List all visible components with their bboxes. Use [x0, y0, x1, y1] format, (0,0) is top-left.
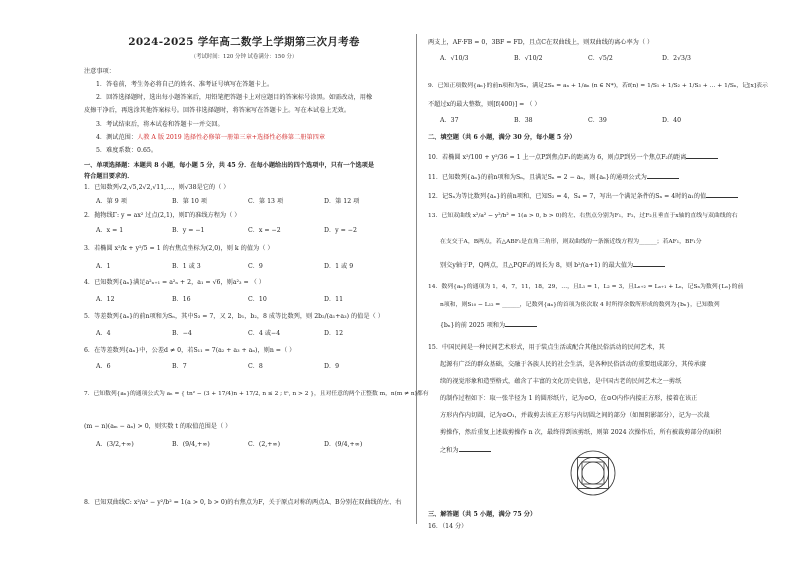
q3-option-b[interactable]: B．1 或 3 [172, 263, 201, 270]
q5-stem: 5．等差数列{aₙ}的前n项和为Sₙ，其中S₃ = 7，又 2，b₁，b₂，8 成等比数列，则 2b₂/(a₁+a₃) 的值是（ ） [84, 313, 384, 320]
q2-stem: 2．抛物线Γ: y = ax² 过点(2,1)，则Γ的准线方程为（ ） [84, 212, 241, 219]
q4-option-d[interactable]: D．11 [324, 296, 344, 303]
q15-line-c: 续的视觉形象和造型格式，蕴含了丰富的文化历史信息，是中国古老的民间艺术之一剪纸 [440, 378, 682, 385]
q6-option-a[interactable]: A．6 [96, 363, 111, 370]
q14-blank[interactable] [505, 320, 537, 327]
q5-options [96, 329, 343, 339]
q9-stem-b: 不超过x的最大整数，则[f(400)] = （ ） [428, 101, 541, 108]
note-3: 3．考试结束后，将本试卷和答题卡一并交回。 [96, 121, 224, 128]
q3-option-d[interactable]: D．1 或 9 [324, 263, 354, 270]
note-2b: 皮擦干净后，再选涂其他答案标号。回答非选择题时，将答案写在答题卡上。写在本试卷上无效。 [84, 107, 351, 114]
q5-option-a[interactable]: A．4 [96, 330, 111, 337]
q7-option-c[interactable]: C．(2,+∞) [248, 441, 280, 448]
q1-option-b[interactable]: B．第 10 项 [172, 198, 207, 205]
q11-text: 11．已知数列{aₙ}的前n项和为Sₙ，且满足Sₙ = 2 − aₙ，则{aₙ}的通项公式为 [428, 174, 647, 181]
q6-option-c[interactable]: C．8 [248, 363, 263, 370]
notes-heading: 注意事项： [84, 68, 115, 75]
q14-stem-c [440, 320, 537, 331]
q4-option-c[interactable]: C．10 [248, 296, 267, 303]
q3-stem: 3．若椭圆 x²/k + y²/5 = 1 的右焦点坐标为(2,0)，则 k 的值为（ ） [84, 245, 274, 252]
q13-stem-a: 13．已知双曲线 x²/a² − y²/b² = 1(a > 0, b > 0)的左、右焦点分别为F₁，F₂，过F₂且垂直于x轴的直线与双曲线的右 [428, 213, 738, 219]
q14-text-c: {bₙ}的前 2025 项和为 [440, 322, 506, 329]
q14-stem-b: n项和，则S₁₀ − L₁₂ = ______，记数列{aₙ}的首项为依次取 4 时所得余数所形成的数列为{bₙ}，已知数列 [440, 302, 720, 308]
q11-stem [428, 172, 679, 183]
innermost-circle [582, 462, 604, 484]
q3-option-c[interactable]: C．9 [248, 263, 263, 270]
q15-line-g [440, 445, 491, 456]
q16-label: 16．（14 分） [428, 523, 468, 530]
q15-figure [568, 448, 618, 498]
q7-options [96, 440, 362, 450]
q3-option-a[interactable]: A．1 [96, 263, 111, 270]
q8-option-d[interactable]: D．2√3/3 [662, 55, 691, 62]
q5-option-b[interactable]: B．−4 [172, 330, 192, 337]
q11-blank[interactable] [647, 172, 679, 179]
q8-options [440, 54, 691, 64]
q2-option-b[interactable]: B．y = −1 [172, 227, 205, 234]
exam-meta: （考试时间：120 分钟 试卷满分：150 分） [190, 54, 298, 60]
q8-option-b[interactable]: B．√10/2 [514, 55, 543, 62]
q15-line-e: 方形内作内切圆，记为⊙O₁，并裁剪去该正方形与内切圆之间的部分（如图阴影部分），记为一次裁 [440, 412, 710, 419]
q7-option-a[interactable]: A．(3/2,+∞) [96, 441, 134, 448]
q3-options [96, 262, 353, 272]
q1-option-d[interactable]: D．第 12 项 [324, 198, 360, 205]
q9-stem-a: 9．已知正项数列{aₙ}的前n项和为Sₙ，满足2Sₙ = aₙ + 1/aₙ (n ∈ N*)，若f(n) = 1/S₁ + 1/S₂ + 1/S₃ + … + 1/Sₙ，记[x]表示 [428, 83, 768, 89]
q10-text: 10．若椭圆 x²/100 + y²/36 = 1 上一点P到焦点F₁的距离为 6，则点P到另一个焦点F₂的距离 [428, 154, 687, 161]
q6-options [96, 362, 339, 372]
q5-option-d[interactable]: D．12 [324, 330, 344, 337]
q9-option-c[interactable]: C．39 [588, 117, 607, 124]
q6-stem: 6．在等差数列{aₙ}中，公差d ≠ 0，若S₁₁ = 7(a₂ + a₃ + aₙ)，则n =（ ） [84, 347, 296, 354]
q1-options [96, 197, 359, 207]
q15-line-d: 的制作过程如下：取一张半径为 1 的圆形纸片，记为⊙O，在⊙O内作内接正方形，接着在该正 [440, 395, 698, 402]
q2-option-d[interactable]: D．y = −2 [324, 227, 357, 234]
q8-option-a[interactable]: A．√10/3 [440, 55, 469, 62]
q15-line-a: 15．中国民间是一种民间艺术形式，用于装点生活或配合其他民俗活动的民间艺术，其 [428, 344, 665, 351]
q5-option-c[interactable]: C．4 或−4 [248, 330, 281, 337]
q4-option-b[interactable]: B．16 [172, 296, 191, 303]
q1-stem: 1．已知数列√2,√5,2√2,√11,…，则√38是它的（ ） [84, 184, 230, 191]
column-divider [416, 34, 417, 524]
q10-stem [428, 152, 718, 163]
q7-stem-b: (m − n)(aₘ − aₙ) > 0，则实数 t 的取值范围是（ ） [84, 423, 232, 430]
q9-options [440, 116, 681, 126]
page-title: 2024-2025 学年高二数学上学期第三次月考卷 [128, 36, 360, 48]
q1-option-c[interactable]: C．第 13 项 [248, 198, 284, 205]
note-4 [96, 133, 325, 143]
q12-blank[interactable] [706, 191, 738, 198]
q2-option-a[interactable]: A．x = 1 [96, 227, 124, 234]
note-2a: 2．回答选择题时，选出每小题答案后，用铅笔把答题卡上对应题目的答案标号涂黑。如需改动，用橡 [96, 94, 373, 101]
q13-stem-b: 在支交于A，B两点，若△ABF₁是直角三角形，则双曲线的一条渐近线方程为______；若AF₁，BF₁分 [440, 239, 702, 245]
q12-text: 12．记Sₙ为等比数列{aₙ}的前n项和，已知S₂ = 4，S₄ = 7，写出一个满足条件的Sₙ = 4时的a₁的值 [428, 193, 707, 200]
q15-line-b: 起源有广泛的群众基础，交融于各族人民的社会生活，是各种民俗活动的重要组成部分，其传承赓 [440, 361, 707, 368]
section-2-heading: 二、填空题（共 6 小题，满分 30 分，每小题 5 分） [428, 134, 576, 141]
q4-stem: 4．已知数列{aₙ}满足a²ₙ₊₁ = a²ₙ + 2，a₁ = √6，则a²₃ = （ ） [84, 279, 265, 286]
q15-line-f: 剪操作，然后重复上述裁剪操作 n 次，最终得到该剪纸，则第 2024 次操作后，所有被裁剪部分的面积 [440, 429, 722, 436]
inscribed-square [568, 448, 618, 498]
q12-stem [428, 191, 738, 202]
section-1-heading: 一、单项选择题：本题共 8 小题，每小题 5 分，共 45 分．在每小题给出的四个选项中，只有一个选项是 [84, 162, 375, 169]
q7-stem-a: 7．已知数列{aₙ}的通项公式为 aₙ = { tn² − (3 + 17/4)n + 17/2, n ≤ 2 ; tⁿ, n > 2 }，且对任意的两个正整数 m，n(m ≠ n)都有 [84, 391, 429, 397]
q7-option-d[interactable]: D．(9/4,+∞) [324, 441, 363, 448]
note-4-prefix: 4．测试范围： [96, 134, 138, 141]
q9-option-a[interactable]: A．37 [440, 117, 459, 124]
q4-options [96, 295, 343, 305]
q4-option-a[interactable]: A．12 [96, 296, 115, 303]
q15-blank[interactable] [459, 445, 491, 452]
note-4-scope: 人教 A 版 2019 选择性必修第一册第三章+选择性必修第二册第四章 [137, 134, 326, 141]
q2-option-c[interactable]: C．x = −2 [248, 227, 281, 234]
q15-text-g: 之和为 [440, 447, 459, 454]
q1-option-a[interactable]: A．第 9 项 [96, 198, 127, 205]
q13-blank[interactable] [633, 260, 665, 267]
note-1: 1．答卷前，考生务必将自己的姓名、准考证号填写在答题卡上。 [96, 81, 274, 88]
q9-option-b[interactable]: B．38 [514, 117, 533, 124]
q6-option-d[interactable]: D．9 [324, 363, 340, 370]
q13-text-c: 别交y轴于P，Q两点，且△PQF₁的周长为 8，则 b²/(a+1) 的最大值为 [440, 262, 634, 269]
q6-option-b[interactable]: B．7 [172, 363, 187, 370]
section-1-heading-b: 符合题目要求的． [84, 173, 134, 180]
q9-option-d[interactable]: D．40 [662, 117, 682, 124]
q13-stem-c [440, 260, 665, 271]
q8-option-c[interactable]: C．√5/2 [588, 55, 613, 62]
q7-option-b[interactable]: B．(9/4,+∞) [172, 441, 210, 448]
section-3-heading: 三、解答题（共 5 小题，满分 75 分） [428, 511, 537, 518]
q10-blank[interactable] [686, 152, 718, 159]
q8-stem-cont: 两支上，AF·FB = 0，3BF = FD，且点C在双曲线上，则双曲线的离心率为（ ） [428, 39, 654, 46]
q14-stem-a: 14．数列{aₙ}的通项为 1，4，7，11，18，29，…，且L₁ = 1，L₂ = 3，且Lₙ₊₂ = Lₙ₊₁ + Lₙ，记Sₙ为数列{Lₙ}的前 [428, 284, 744, 290]
q8-stem: 8．已知双曲线C: x²/a² − y²/b² = 1(a > 0, b > 0)的右焦点为F，关于原点对称的两点A、B分别在双曲线的左、右 [84, 499, 402, 506]
note-5: 5．难度系数：0.65。 [96, 147, 158, 154]
q2-options [96, 226, 357, 236]
